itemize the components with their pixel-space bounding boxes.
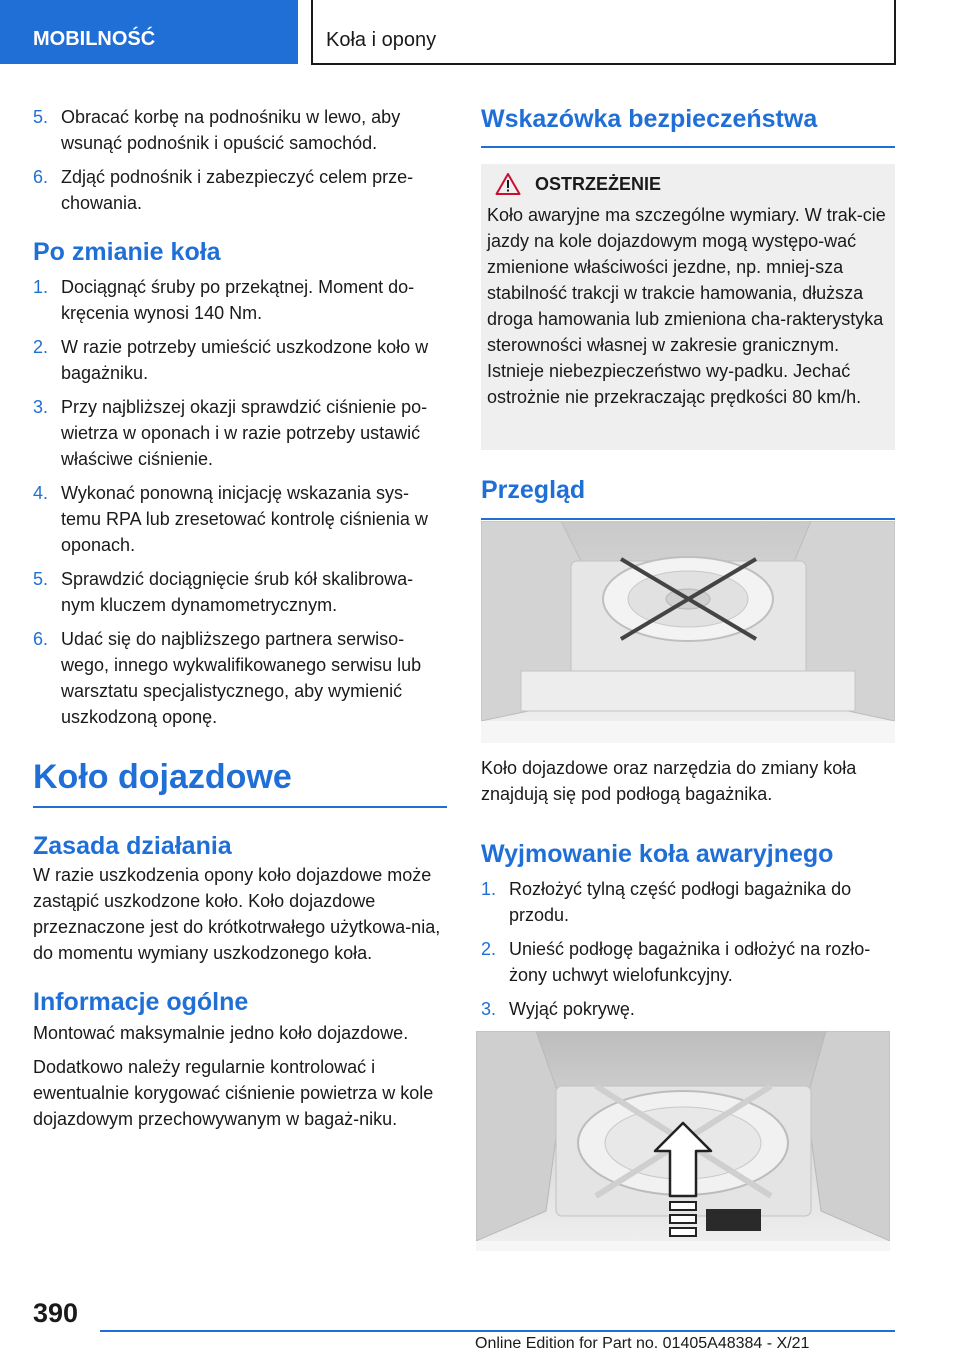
step-number: 5. — [33, 107, 49, 127]
step-number: 3. — [33, 397, 49, 417]
list-item — [33, 626, 447, 730]
general-heading: Informacje ogólne — [33, 987, 249, 1016]
list-item — [33, 394, 447, 472]
step-number: 6. — [33, 167, 49, 187]
after-change-heading: Po zmianie koła — [33, 238, 221, 266]
overview-caption: Koło dojazdowe oraz narzędzia do zmiany koła znajdują się pod podłogą bagażnika. — [481, 758, 857, 804]
header-divider-right — [894, 0, 896, 64]
step-text: W razie potrzeby umieścić uszkodzone koło w bagażniku. — [61, 337, 429, 383]
step-number: 3. — [481, 999, 497, 1019]
list-item — [33, 566, 447, 618]
step-number: 1. — [33, 277, 49, 297]
warning-text: Koło awaryjne ma szczególne wymiary. W trak-cie jazdy na kole dojazdowym mogą występo-wać zmienione właściwości jezdne, np. mniej-sza stabilność trakcji w trakcie hamowania, dłuższa droga hamowania lub zmieniona cha-rakterystyka sterowności własnej w zakresie granicznym. Istnieje niebezpieczeństwo wy-padku. Jechać ostrożnie nie przekraczając prędkości 80 km/h. — [487, 205, 886, 407]
general-text-2: Dodatkowo należy regularnie kontrolować i ewentualnie korygować ciśnienie powietrza w kole dojazdowym przechowywanym w bagaż-niku. — [33, 1056, 434, 1129]
step-text: Wykonać ponowną inicjację wskazania sys-temu RPA lub zresetować kontrolę ciśnienia w oponach. — [61, 483, 428, 555]
chapter-title: Koła i opony — [326, 29, 437, 51]
principle-heading: Zasada działania — [33, 831, 232, 860]
step-number: 1. — [481, 879, 497, 899]
list-item — [33, 334, 447, 386]
general-text-1: Montować maksymalnie jedno koło dojazdowe. — [33, 1022, 409, 1043]
edition-note: Online Edition for Part no. 01405A48384 - X/21 — [475, 1335, 810, 1352]
spare-wheel-overview-image — [481, 521, 895, 743]
safety-rule — [481, 146, 895, 148]
page-number: 390 — [33, 1298, 79, 1328]
after-change-steps — [33, 274, 447, 730]
list-item — [481, 996, 895, 1022]
header-underline — [311, 63, 896, 65]
principle-text: W razie uszkodzenia opony koło dojazdowe może zastąpić uszkodzone koło. Koło dojazdowe przeznaczone jest do krótkotrwałego użytkowa-nia, do momentu wymiany uszkodzonego koła. — [33, 864, 441, 963]
step-text: Sprawdzić dociągnięcie śrub kół skalibrowa-nym kluczem dynamometrycznym. — [61, 569, 414, 615]
header-divider — [311, 0, 313, 64]
step-text: Wyjąć pokrywę. — [509, 999, 635, 1019]
safety-heading: Wskazówka bezpieczeństwa — [481, 105, 818, 133]
step-text: Udać się do najbliższego partnera serwiso-wego, innego wykwalifikowanego serwisu lub warsztatu specjalistycznego, aby wymienić uszkodzoną oponę. — [61, 629, 422, 727]
list-item — [33, 104, 447, 156]
list-item — [481, 876, 895, 928]
removal-heading: Wyjmowanie koła awaryjnego — [481, 840, 834, 868]
step-number: 6. — [33, 629, 49, 649]
step-number: 2. — [33, 337, 49, 357]
step-number: 5. — [33, 569, 49, 589]
removal-steps — [481, 876, 895, 1030]
warning-box — [481, 164, 895, 450]
warning-triangle-icon — [495, 172, 521, 196]
step-text: Unieść podłogę bagażnika i odłożyć na rozło-żony uchwyt wielofunkcyjny. — [509, 939, 871, 985]
spare-wheel-cover-image — [476, 1031, 890, 1251]
list-item — [481, 936, 895, 988]
left-column — [33, 104, 447, 1132]
step-text: Obracać korbę na podnośniku w lewo, aby wsunąć podnośnik i opuścić samochód. — [61, 107, 401, 153]
heading-rule — [33, 806, 447, 808]
list-item — [33, 274, 447, 326]
step-number: 2. — [481, 939, 497, 959]
main-heading: Koło dojazdowe — [33, 758, 292, 796]
warning-header — [487, 172, 887, 196]
section-tab: MOBILNOŚĆ — [0, 0, 298, 64]
overview-heading: Przegląd — [481, 476, 586, 504]
step-number: 4. — [33, 483, 49, 503]
list-item — [33, 164, 447, 216]
list-item — [33, 480, 447, 558]
step-text: Zdjąć podnośnik i zabezpieczyć celem prze-chowania. — [61, 167, 414, 213]
step-text: Przy najbliższej okazji sprawdzić ciśnienie po-wietrza w oponach i w razie potrzeby ustawić właściwe ciśnienie. — [61, 397, 428, 469]
overview-rule — [481, 518, 895, 520]
step-text: Rozłożyć tylną część podłogi bagażnika do przodu. — [509, 879, 852, 925]
step-text: Dociągnąć śruby po przekątnej. Moment do-kręcenia wynosi 140 Nm. — [61, 277, 415, 323]
footer-rule — [100, 1330, 895, 1332]
steps-continued — [33, 104, 447, 216]
warning-title: OSTRZEŻENIE — [535, 173, 662, 194]
